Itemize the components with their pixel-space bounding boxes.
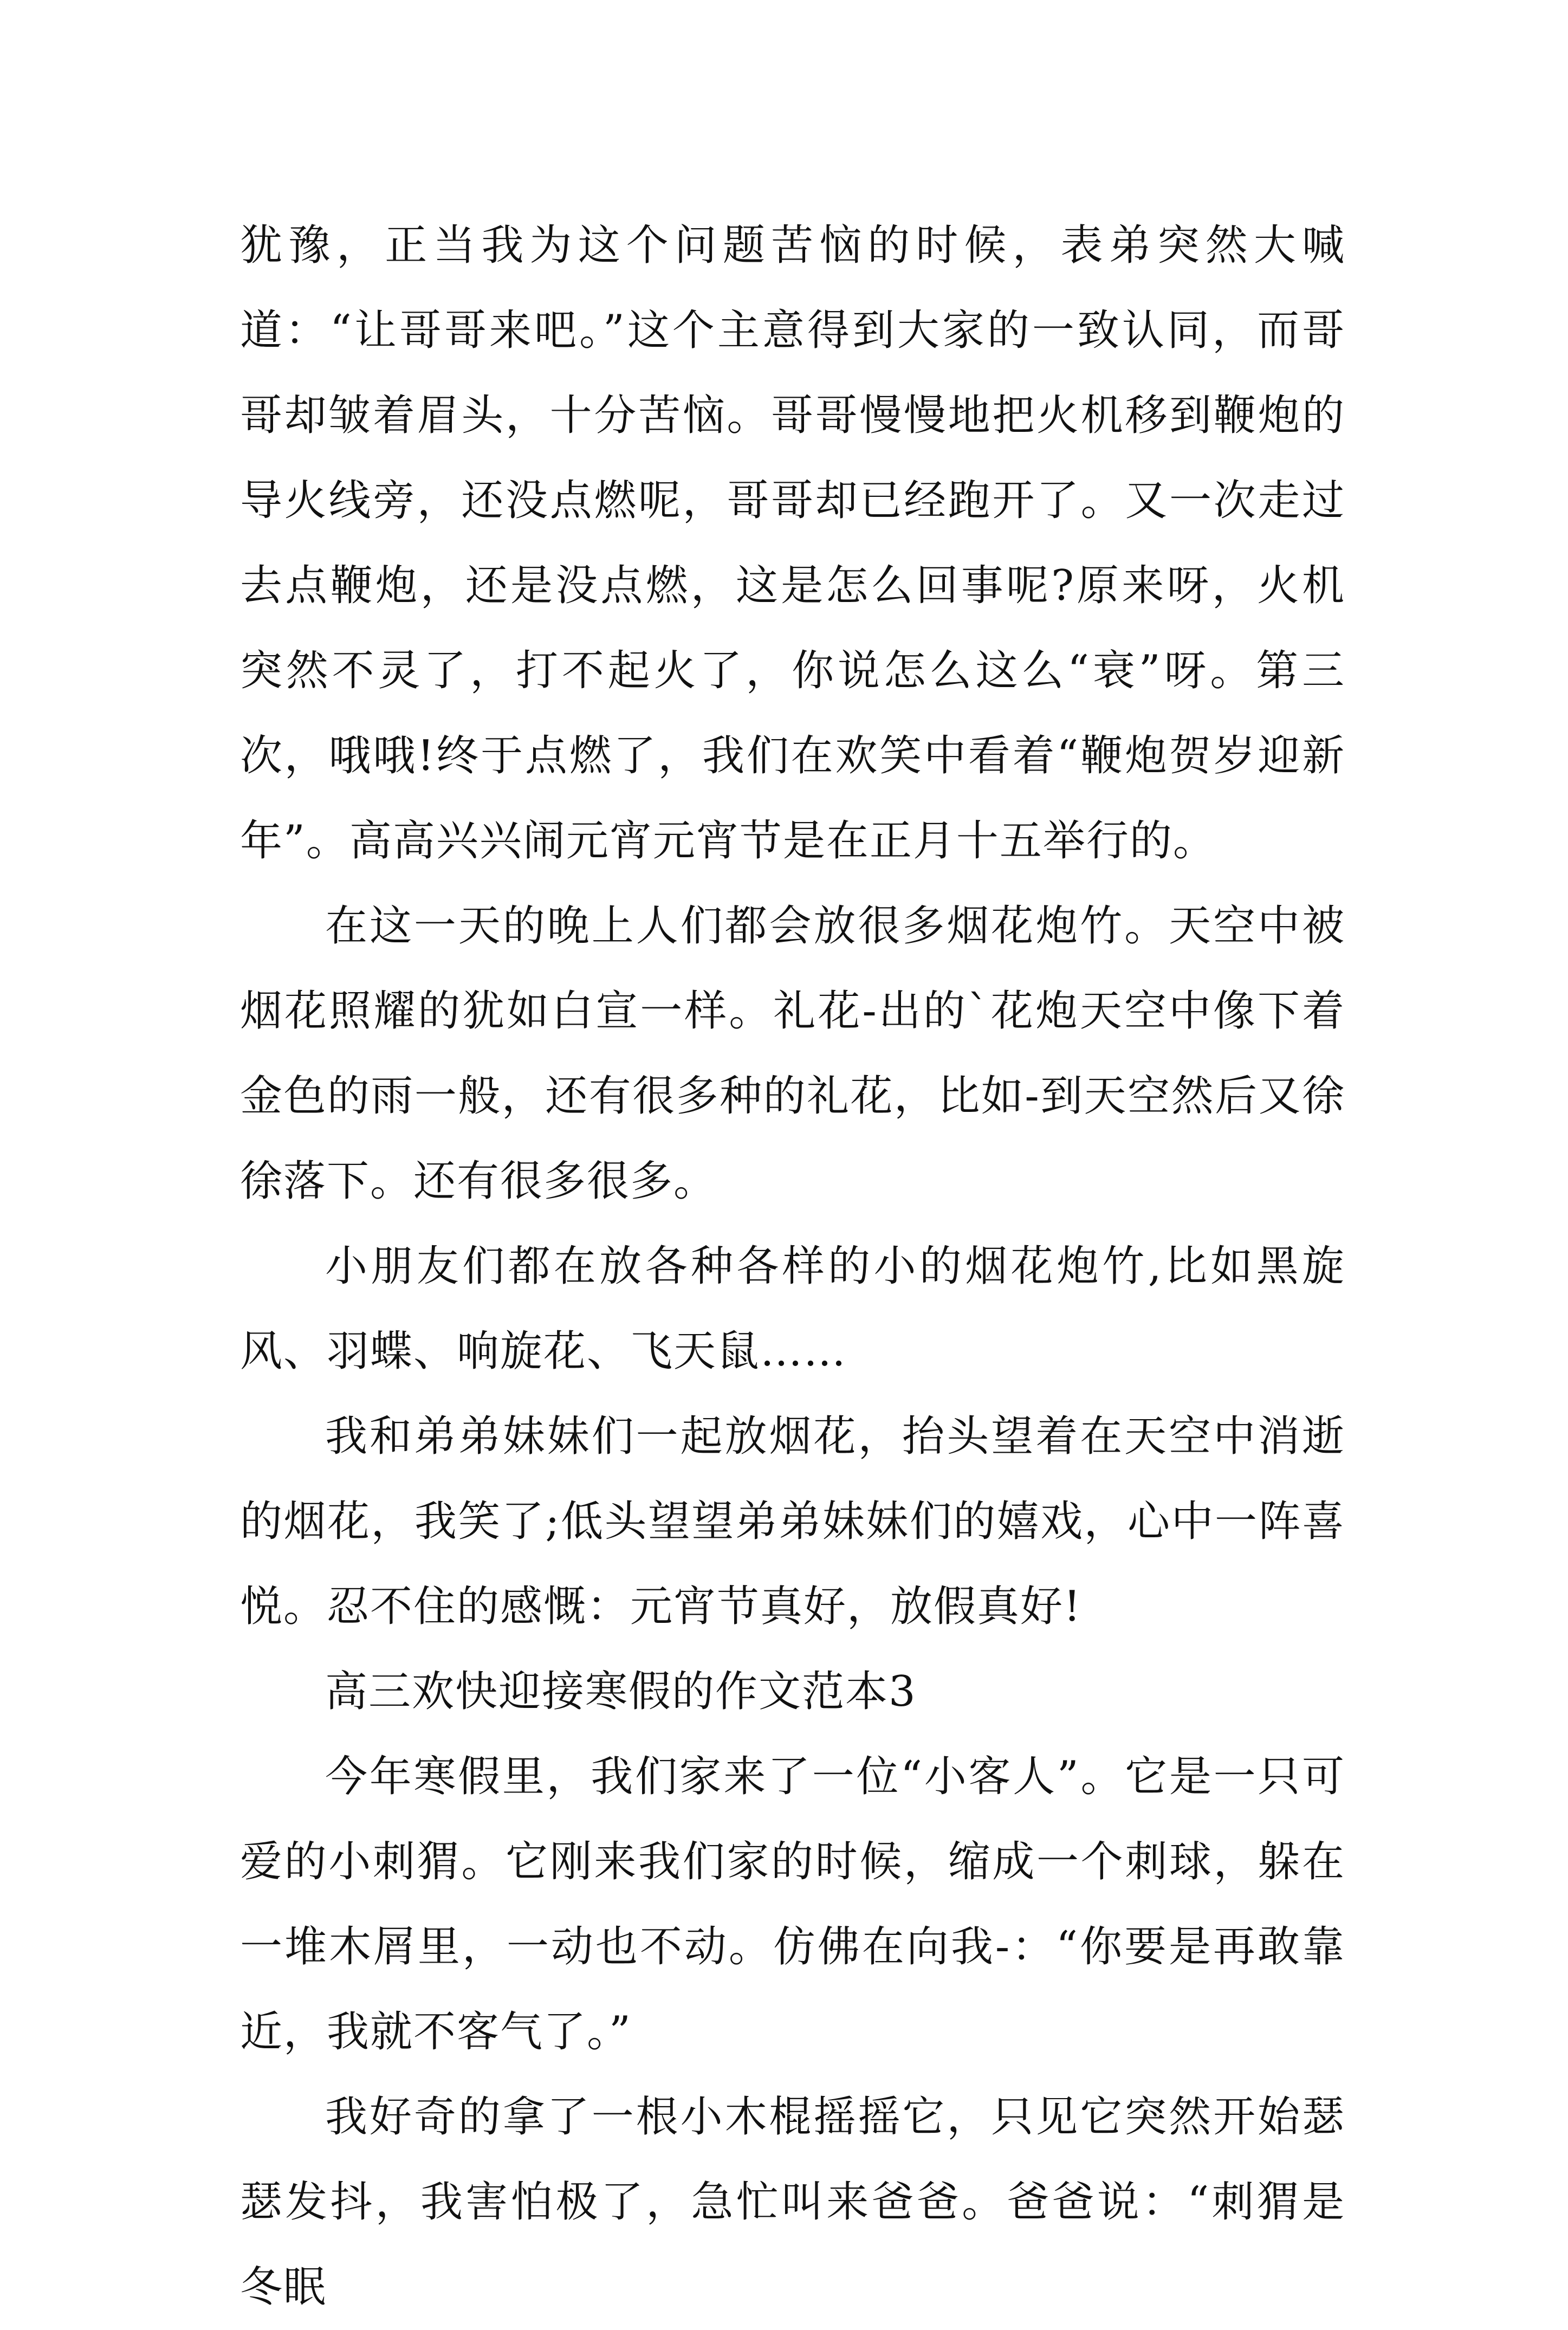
paragraph-little-guest: 今年寒假里，我们家来了一位“小客人”。它是一只可爱的小刺猬。它刚来我们家的时候，缩成一个刺球，躲在一堆木屑里，一动也不动。仿佛在向我-：“你要是再敢靠近，我就不客气了。” — [240, 1752, 1345, 2056]
paragraph-continued: 犹豫，正当我为这个问题苦恼的时候，表弟突然大喊道：“让哥哥来吧。”这个主意得到大家的一致认同，而哥哥却皱着眉头，十分苦恼。哥哥慢慢地把火机移到鞭炮的导火线旁，还没点燃呢，哥哥却已经跑开了。又一次走过去点鞭炮，还是没点燃，这是怎么回事呢?原来呀，火机突然不灵了，打不起火了，你说怎么这么“衰”呀。第三次，哦哦!终于点燃了，我们在欢笑中看着“鞭炮贺岁迎新年”。高高兴兴闹元宵元宵节是在正月十五举行的。 — [240, 221, 1345, 865]
paragraph-lantern-night: 在这一天的晚上人们都会放很多烟花炮竹。天空中被烟花照耀的犹如白宣一样。礼花-出的`花炮天空中像下着金色的雨一般，还有很多种的礼花，比如-到天空然后又徐徐落下。还有很多很多。 — [240, 902, 1345, 1206]
section-heading: 高三欢快迎接寒假的作文范本3 — [325, 1667, 917, 1716]
paragraph-hedgehog-shaking: 我好奇的拿了一根小木棍摇摇它，只见它突然开始瑟瑟发抖，我害怕极了，急忙叫来爸爸。爸爸说：“刺猬是冬眠 — [240, 2093, 1345, 2312]
essay-body — [240, 203, 1345, 2330]
paragraph-children-fireworks: 小朋友们都在放各种各样的小的烟花炮竹,比如黑旋风、羽蝶、响旋花、飞天鼠…… — [240, 1242, 1345, 1376]
paragraph-siblings-fireworks: 我和弟弟妹妹们一起放烟花，抬头望着在天空中消逝的烟花，我笑了;低头望望弟弟妹妹们的嬉戏，心中一阵喜悦。忍不住的感慨：元宵节真好，放假真好! — [240, 1412, 1345, 1631]
